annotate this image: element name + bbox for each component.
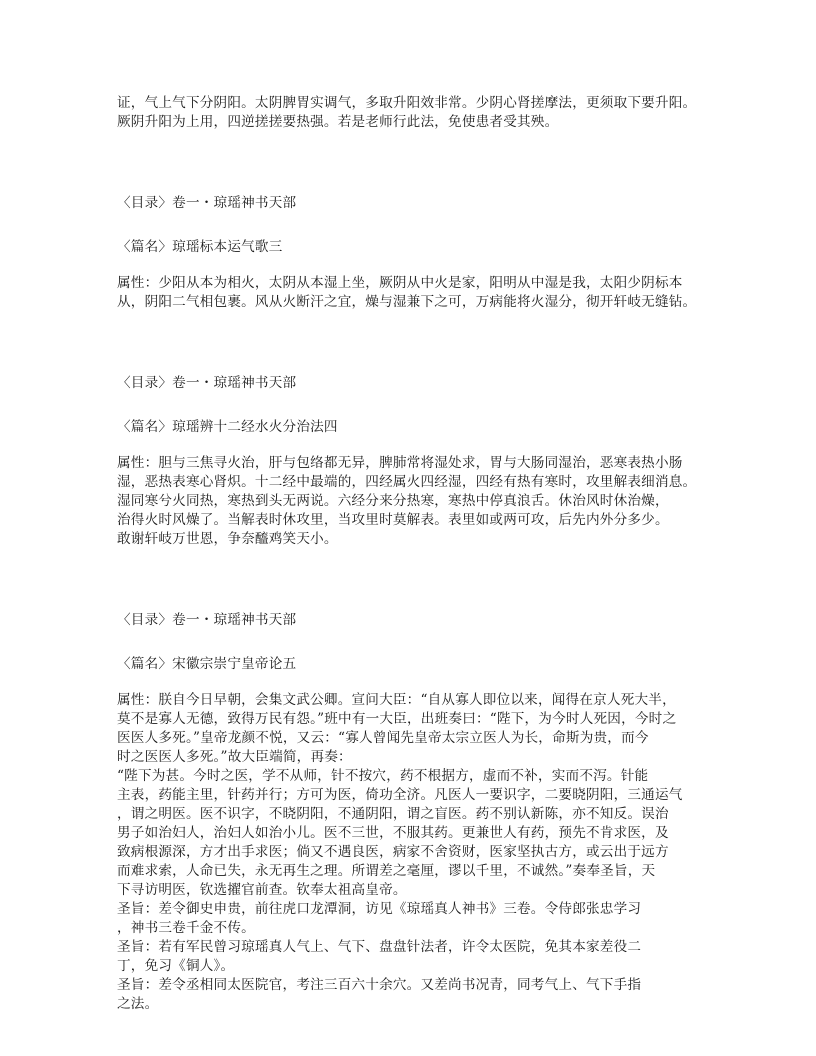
text-line: “陛下为甚。今时之医，学不从师，针不按穴，药不根据方，虚而不补，实而不泻。针能 <box>117 768 649 784</box>
text-line: 之法。 <box>117 996 159 1012</box>
section-title: 〈篇名〉琼瑶标本运气歌三 <box>117 239 283 255</box>
text-line: 男子如治妇人，治妇人如治小儿。医不三世，不服其药。更兼世人有药，预先不肯求医，及 <box>117 825 669 841</box>
text-line: 致病根源深，方才出手求医；倘又不遇良医，病家不舍资财，医家坚执古方，或云出于远方 <box>117 844 669 860</box>
text-line: 圣旨：差令御史申贵，前往虎口龙潭洞，访见《琼瑶真人神书》三卷。令侍郎张忠学习 <box>117 901 642 917</box>
text-line: 从，阴阳二气相包裹。风从火断汗之宜，燥与湿兼下之可，万病能将火湿分，彻开轩岐无缝钻。 <box>117 294 697 310</box>
catalog-heading: 〈目录〉卷一・琼瑶神书天部 <box>117 195 297 211</box>
text-line: 湿同寒兮火同热，寒热到头无两说。六经分来分热寒，寒热中停真浪舌。休治风时休治燥， <box>117 493 669 509</box>
document-page <box>117 94 699 1014</box>
text-line: 莫不是寡人无德，致得万民有怨。”班中有一大臣，出班奏曰：“陛下，为今时人死因，今时之 <box>117 711 677 727</box>
section-3 <box>117 194 699 312</box>
section-body <box>117 691 699 1014</box>
catalog-heading: 〈目录〉卷一・琼瑶神书天部 <box>117 375 297 391</box>
text-line: 属性：朕自今日早朝，会集文武公卿。宣问大臣：“自从寡人即位以来，闻得在京人死大半， <box>117 692 676 708</box>
text-line: 而难求索，人命已失，永无再生之理。所谓差之毫厘，谬以千里，不诚然。”奏奉圣旨，天 <box>117 863 656 879</box>
catalog-heading: 〈目录〉卷一・琼瑶神书天部 <box>117 612 297 628</box>
text-line: 厥阴升阳为上用，四逆搓搓要热强。若是老师行此法，免使患者受其殃。 <box>117 114 559 130</box>
text-line: 圣旨：若有军民曾习琼瑶真人气上、气下、盘盘针法者，许令太医院，免其本家差役二 <box>117 939 642 955</box>
text-line: 时之医医人多死。”故大臣端简，再奏： <box>117 749 352 765</box>
text-line: 治得火时风燥了。当解表时休攻里，当攻里时莫解表。表里如或两可攻，后先内外分多少。 <box>117 512 669 528</box>
text-line: 医医人多死。”皇帝龙颜不悦，又云：“寡人曾闻先皇帝太宗立医人为长，命斯为贵，而今 <box>117 730 649 746</box>
text-line: 下寻访明医，钦选擢官前查。钦奉太祖高皇帝。 <box>117 882 407 898</box>
text-line: 圣旨：差令丞相同太医院官，考注三百六十余穴。又差尚书况青，同考气上、气下手指 <box>117 977 642 993</box>
text-line: 证，气上气下分阴阳。太阴脾胃实调气，多取升阳效非常。少阴心肾搓摩法，更须取下要升阳。 <box>117 95 697 111</box>
text-line: 主表，药能主里，针药并行；方可为医，倚功全济。凡医人一要识字，二要晓阴阳，三通运气 <box>117 787 683 803</box>
text-line: 属性：胆与三焦寻火治，肝与包络都无异，脾肺常将湿处求，胃与大肠同湿治，恶寒表热小肠 <box>117 455 683 471</box>
section-body <box>117 274 699 312</box>
text-line: 属性：少阳从本为相火，太阴从本湿上坐，厥阴从中火是家，阳明从中湿是我，太阳少阴标本 <box>117 275 683 291</box>
text-line: ，神书三卷千金不传。 <box>117 920 255 936</box>
section-body <box>117 454 699 549</box>
text-line: 丁，免习《铜人》。 <box>117 958 235 974</box>
text-line: ，谓之明医。医不识字，不晓阴阳，不通阴阳，谓之盲医。药不别认新陈，亦不知反。误治 <box>117 806 669 822</box>
text-line: 敢谢轩岐万世恩，争奈醯鸡笑天小。 <box>117 531 338 547</box>
intro-paragraph <box>117 94 699 132</box>
section-5 <box>117 611 699 1014</box>
text-line: 湿，恶热表寒心肾炽。十二经中最端的，四经属火四经湿，四经有热有寒时，攻里解表细消息。 <box>117 474 697 490</box>
section-title: 〈篇名〉宋徽宗崇宁皇帝论五 <box>117 656 297 672</box>
section-title: 〈篇名〉琼瑶辨十二经水火分治法四 <box>117 419 338 435</box>
section-4 <box>117 374 699 549</box>
